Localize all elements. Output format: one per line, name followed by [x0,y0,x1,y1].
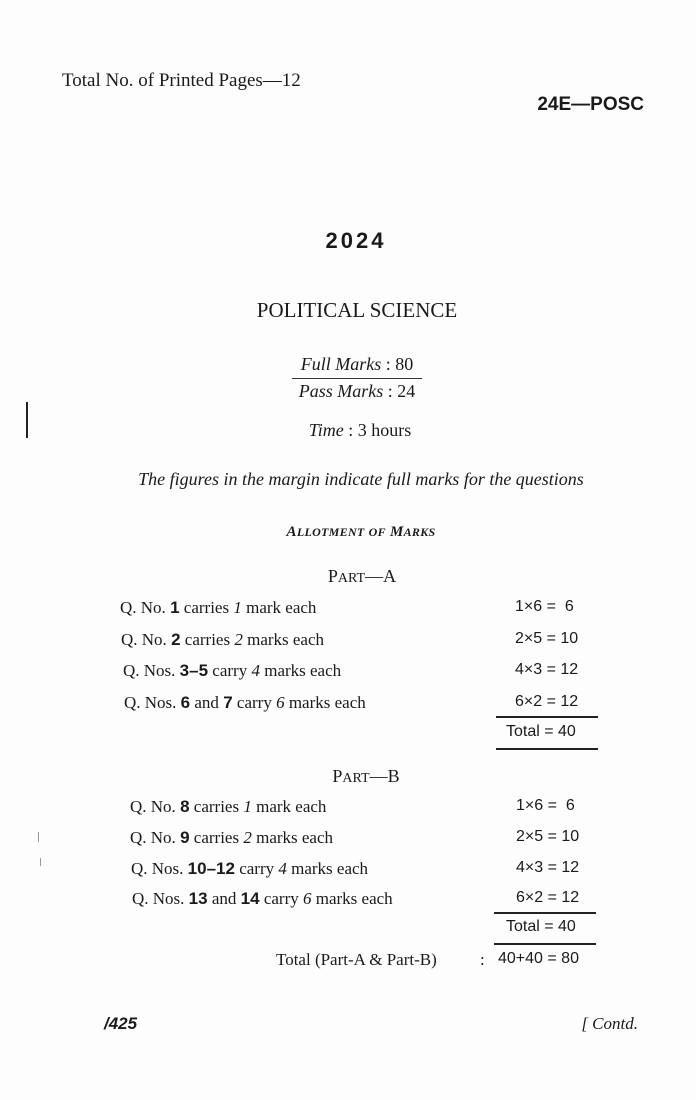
question-number: 1 [170,598,180,617]
time-label: Time [308,420,344,440]
part-a-row-4 [124,693,366,713]
allotment-m: M [389,524,404,540]
mark-unit: marks each [247,630,325,649]
part-a-score-2: 2×5 = 10 [515,630,579,647]
margin-tick [38,832,39,842]
grand-total-label: Total (Part-A & Part-B) [276,950,437,969]
time-value: : 3 hours [348,420,412,440]
exam-year: 2024 [325,228,387,253]
mark-unit: marks each [291,859,369,878]
mark-unit: marks each [315,889,393,908]
subject-title: POLITICAL SCIENCE [256,298,458,322]
full-marks-value: : 80 [385,354,414,374]
question-number: 2 [171,630,181,649]
part-b-row-2 [130,828,333,848]
mark-unit: marks each [256,828,334,847]
row-prefix: Q. Nos. [124,693,177,712]
pass-marks-value: : 24 [387,381,416,401]
mark-count: 6 [302,889,312,908]
part-a-score-1: 1×6 = 6 [515,598,574,615]
part-a-row-3 [123,661,341,681]
part-b-score-1: 1×6 = 6 [516,797,575,814]
pass-marks [0,381,696,402]
row-verb: carry [263,889,299,908]
paper-code: 24E—POSC [537,94,644,115]
allotment-a-rest: LLOTMENT [296,525,365,539]
question-number: 3–5 [179,661,209,680]
part-b-cap: P [332,766,343,786]
row-prefix: Q. Nos. [131,859,184,878]
part-b-row-4 [132,889,393,909]
part-b-rest: ART [342,770,370,786]
part-a-row-2 [121,630,324,650]
row-prefix: Q. No. [130,828,176,847]
part-a-total: Total = 40 [506,723,576,740]
row-verb: carry [236,693,272,712]
part-a-heading [0,566,696,587]
part-a-total-rule-top [496,716,598,718]
mark-count: 4 [251,661,260,680]
mark-count: 4 [278,859,287,878]
part-a-row-1 [120,598,316,618]
margin-mark [26,402,28,438]
part-a-rest: ART [337,570,366,586]
mark-count: 2 [234,630,243,649]
allotment-a: A [286,524,297,540]
marks-divider [292,378,422,379]
part-a-cap: P [327,566,338,586]
row-prefix: Q. No. [121,630,167,649]
row-prefix: Q. No. [120,598,166,617]
part-a-suffix: —A [365,566,397,586]
row-verb: carries [183,598,230,617]
exam-time [0,420,696,441]
question-number: 10–12 [187,859,235,878]
allotment-m-rest: ARKS [403,525,436,539]
mark-unit: marks each [288,693,366,712]
part-b-heading [0,766,696,787]
part-b-score-3: 4×3 = 12 [516,859,580,876]
row-prefix: Q. No. [130,797,176,816]
part-b-score-4: 6×2 = 12 [516,889,580,906]
row-verb: carry [239,859,275,878]
question-number: 13 [188,889,208,908]
pass-marks-label: Pass Marks [298,381,384,401]
figures-note: The figures in the margin indicate full marks for the questions [138,469,584,489]
mark-count: 1 [243,797,252,816]
mark-unit: mark each [256,797,327,816]
row-verb: carry [212,661,248,680]
row-and: and [211,889,237,908]
mark-count: 1 [233,598,242,617]
mark-count: 2 [243,828,252,847]
row-prefix: Q. Nos. [123,661,176,680]
row-verb: carries [193,797,240,816]
part-a-score-4: 6×2 = 12 [515,693,579,710]
mark-unit: mark each [246,598,317,617]
question-number: 8 [180,797,190,816]
row-and: and [194,693,219,712]
grand-total-colon: : [480,950,485,969]
part-a-total-rule-bottom [496,748,598,750]
mark-count: 6 [276,693,285,712]
row-prefix: Q. Nos. [132,889,185,908]
printed-pages-note: Total No. of Printed Pages—12 [62,70,301,91]
allotment-of: OF [368,525,386,539]
part-b-score-2: 2×5 = 10 [516,828,580,845]
question-number: 14 [240,889,260,908]
part-b-row-1 [130,797,326,817]
allotment-heading [0,524,696,541]
grand-total-value: 40+40 = 80 [498,950,579,967]
part-b-row-3 [131,859,368,879]
page-number: /425 [104,1014,138,1033]
row-verb: carries [184,630,231,649]
part-a-score-3: 4×3 = 12 [515,661,579,678]
question-number: 6 [180,693,191,712]
part-b-total: Total = 40 [506,918,576,935]
mark-unit: marks each [264,661,342,680]
full-marks [0,354,696,375]
question-number: 9 [180,828,190,847]
part-b-suffix: —B [369,766,400,786]
row-verb: carries [193,828,240,847]
question-number: 7 [223,693,233,712]
part-b-total-rule-top [494,912,596,914]
full-marks-label: Full Marks [300,354,382,374]
part-b-total-rule-bottom [494,943,596,945]
margin-tick [40,858,41,866]
contd-note: [ Contd. [581,1014,638,1033]
